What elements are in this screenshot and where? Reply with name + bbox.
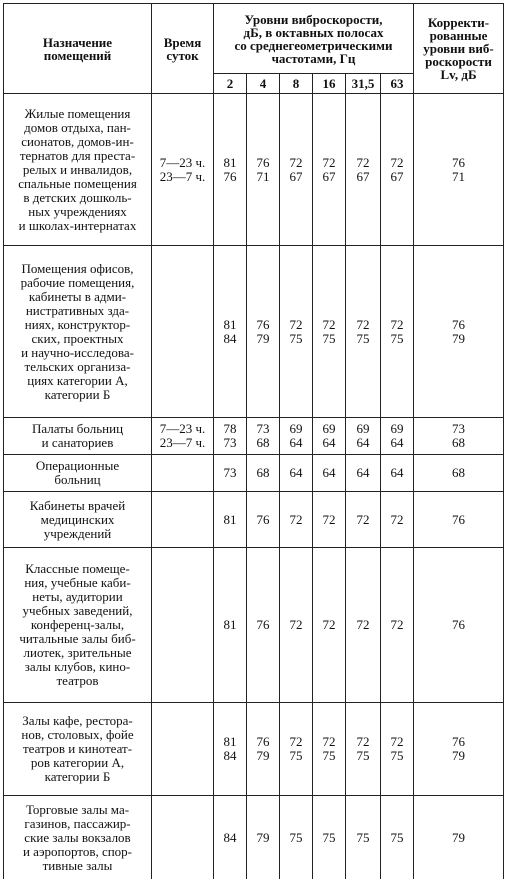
header-freq-8: 8 — [280, 74, 313, 94]
time-of-day — [152, 548, 214, 703]
time-of-day — [152, 703, 214, 796]
corrected-level: 76 71 — [414, 94, 504, 246]
level-16hz: 69 64 — [313, 418, 346, 455]
time-of-day: 7—23 ч. 23—7 ч. — [152, 418, 214, 455]
time-of-day — [152, 492, 214, 548]
room-purpose: Жилые помещения домов отдыха, пан- сионатов, домов-ин- тернатов для преста- релых и инвалидов, спальные помещения в детских дошколь- ных учреждениях и школах-интернатах — [4, 94, 152, 246]
corrected-level: 76 79 — [414, 703, 504, 796]
level-16hz: 72 — [313, 492, 346, 548]
table-row — [4, 418, 504, 455]
level-31-5hz: 72 67 — [346, 94, 381, 246]
room-purpose: Торговые залы ма- газинов, пассажир- ские залы вокзалов и аэропортов, спор- тивные залы — [4, 796, 152, 879]
level-2hz: 81 84 — [214, 246, 247, 418]
level-31-5hz: 72 75 — [346, 703, 381, 796]
level-31-5hz: 72 75 — [346, 246, 381, 418]
level-16hz: 72 — [313, 548, 346, 703]
level-2hz: 81 76 — [214, 94, 247, 246]
level-16hz: 64 — [313, 455, 346, 492]
level-63hz: 72 — [381, 548, 414, 703]
level-4hz: 79 — [247, 796, 280, 879]
level-63hz: 75 — [381, 796, 414, 879]
level-8hz: 72 75 — [280, 246, 313, 418]
header-freq-16: 16 — [313, 74, 346, 94]
level-16hz: 72 75 — [313, 703, 346, 796]
level-31-5hz: 72 — [346, 492, 381, 548]
level-4hz: 76 79 — [247, 703, 280, 796]
header-freq-2: 2 — [214, 74, 247, 94]
time-of-day — [152, 455, 214, 492]
level-2hz: 81 — [214, 492, 247, 548]
table-row — [4, 796, 504, 879]
level-63hz: 72 75 — [381, 246, 414, 418]
level-2hz: 84 — [214, 796, 247, 879]
header-purpose: Назначение помещений — [4, 4, 152, 94]
level-4hz: 76 — [247, 492, 280, 548]
level-4hz: 76 71 — [247, 94, 280, 246]
corrected-level: 79 — [414, 796, 504, 879]
level-8hz: 72 75 — [280, 703, 313, 796]
time-of-day — [152, 246, 214, 418]
level-2hz: 73 — [214, 455, 247, 492]
header-freq-4: 4 — [247, 74, 280, 94]
table-row — [4, 548, 504, 703]
time-of-day — [152, 796, 214, 879]
level-2hz: 78 73 — [214, 418, 247, 455]
level-16hz: 75 — [313, 796, 346, 879]
header-freq-31-5: 31,5 — [346, 74, 381, 94]
level-16hz: 72 75 — [313, 246, 346, 418]
room-purpose: Классные помеще- ния, учебные каби- неты, аудитории учебных заведений, конференц-залы, читальные залы биб- лиотек, зрительные залы клубов, кино- театров — [4, 548, 152, 703]
level-4hz: 76 — [247, 548, 280, 703]
level-31-5hz: 64 — [346, 455, 381, 492]
level-4hz: 73 68 — [247, 418, 280, 455]
level-63hz: 72 67 — [381, 94, 414, 246]
vibration-norms-table — [3, 3, 504, 879]
table-row — [4, 703, 504, 796]
room-purpose: Операционные больниц — [4, 455, 152, 492]
table-row — [4, 492, 504, 548]
level-31-5hz: 72 — [346, 548, 381, 703]
level-63hz: 64 — [381, 455, 414, 492]
header-levels: Уровни виброскорости, дБ, в октавных полосах со среднегеометрическими частотами, Гц — [214, 4, 414, 74]
level-4hz: 68 — [247, 455, 280, 492]
level-63hz: 69 64 — [381, 418, 414, 455]
table-row — [4, 455, 504, 492]
header-time: Время суток — [152, 4, 214, 94]
room-purpose: Палаты больниц и санаториев — [4, 418, 152, 455]
corrected-level: 68 — [414, 455, 504, 492]
level-63hz: 72 75 — [381, 703, 414, 796]
room-purpose: Залы кафе, рестора- нов, столовых, фойе театров и кинотеат- ров категории А, категории Б — [4, 703, 152, 796]
level-4hz: 76 79 — [247, 246, 280, 418]
level-8hz: 69 64 — [280, 418, 313, 455]
room-purpose: Помещения офисов, рабочие помещения, кабинеты в адми- нистративных зда- ниях, конструктор- ских, проектных и научно-исследова- тельских организа- циях категории А, категории Б — [4, 246, 152, 418]
table-row — [4, 246, 504, 418]
level-8hz: 72 67 — [280, 94, 313, 246]
level-31-5hz: 69 64 — [346, 418, 381, 455]
corrected-level: 76 — [414, 492, 504, 548]
level-8hz: 72 — [280, 548, 313, 703]
room-purpose: Кабинеты врачей медицинских учреждений — [4, 492, 152, 548]
table-row — [4, 94, 504, 246]
corrected-level: 76 — [414, 548, 504, 703]
level-31-5hz: 75 — [346, 796, 381, 879]
header-freq-63: 63 — [381, 74, 414, 94]
level-2hz: 81 — [214, 548, 247, 703]
corrected-level: 76 79 — [414, 246, 504, 418]
level-8hz: 75 — [280, 796, 313, 879]
level-8hz: 64 — [280, 455, 313, 492]
level-8hz: 72 — [280, 492, 313, 548]
header-corrected: Корректи- рованные уровни виб- роскорости Lv, дБ — [414, 4, 504, 94]
level-63hz: 72 — [381, 492, 414, 548]
corrected-level: 73 68 — [414, 418, 504, 455]
level-2hz: 81 84 — [214, 703, 247, 796]
time-of-day: 7—23 ч. 23—7 ч. — [152, 94, 214, 246]
level-16hz: 72 67 — [313, 94, 346, 246]
